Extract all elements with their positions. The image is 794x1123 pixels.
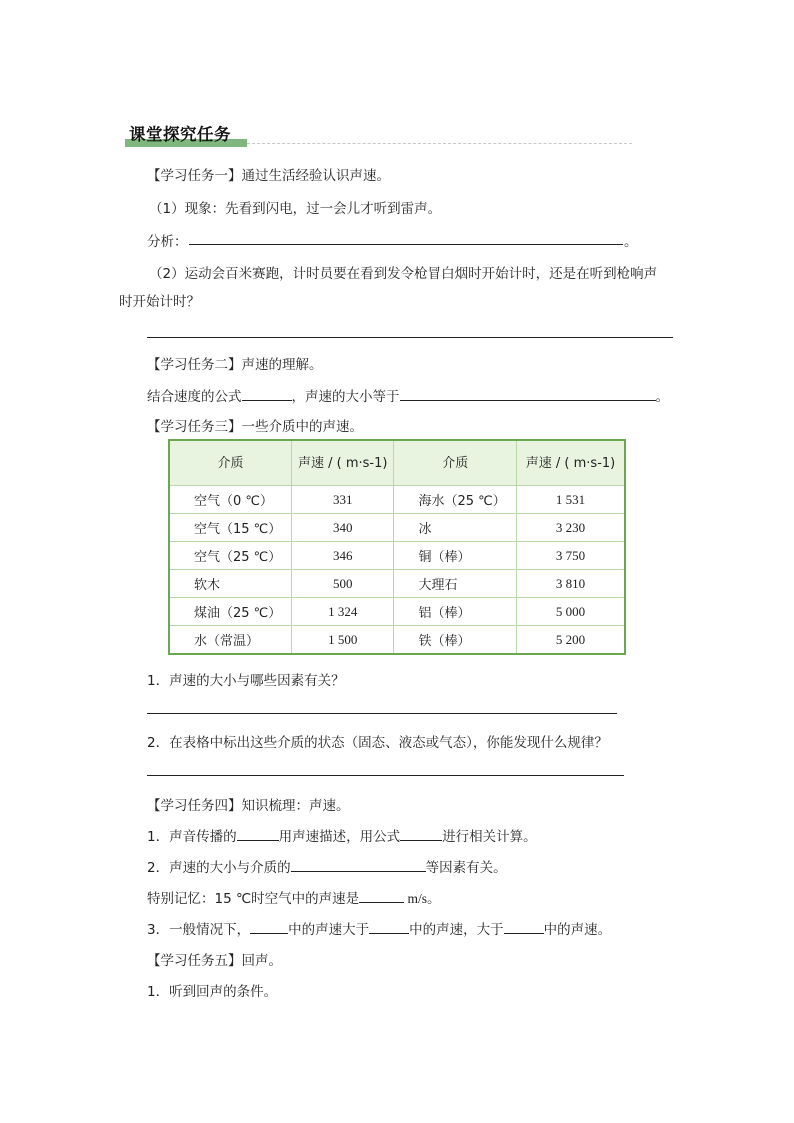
task3-question2: 2．在表格中标出这些介质的状态（固态、液态或气态），你能发现什么规律？ [147, 735, 608, 751]
task4-p2-a: 2．声速的大小与介质的 [147, 860, 291, 876]
task2-line-end: 。 [655, 389, 669, 405]
medium-blank-3[interactable] [504, 919, 544, 934]
task4-text: 知识梳理：声速。 [241, 798, 350, 814]
table-cell: 空气（25 ℃） [169, 542, 291, 570]
table-cell: 大理石 [394, 570, 517, 598]
task2-heading [147, 353, 323, 373]
task1-analysis-blank[interactable] [189, 244, 623, 245]
task4-p3-d: 中的声速。 [543, 922, 612, 938]
formula-blank[interactable] [242, 386, 292, 401]
table-cell: 铝（棒） [394, 598, 517, 626]
task5-point1: 1．听到回声的条件。 [147, 984, 278, 1000]
task4-memo-a: 特别记忆：15 ℃时空气中的声速是 [147, 891, 360, 907]
table-row [169, 598, 625, 626]
task2-label: 【学习任务二】 [147, 357, 242, 373]
header-speed-2: 声速 / ( m·s-1) [517, 440, 625, 486]
propagation-blank[interactable] [237, 826, 279, 841]
task4-memo-b: m/s。 [404, 891, 441, 906]
task4-point2 [147, 856, 507, 876]
task4-p3-b: 中的声速大于 [288, 922, 370, 938]
task3-question1: 1．声速的大小与哪些因素有关？ [147, 673, 345, 689]
task1-item1: （1）现象：先看到闪电，过一会儿才听到雷声。 [149, 201, 442, 217]
task1-analysis-end: 。 [624, 234, 638, 250]
sound-speed-table [168, 439, 626, 655]
table-header-row [169, 440, 625, 486]
header-medium-2: 介质 [394, 440, 517, 486]
header-medium-1: 介质 [169, 440, 291, 486]
task5-heading [147, 949, 282, 969]
task4-point3 [147, 918, 611, 938]
task1-text: 通过生活经验认识声速。 [241, 168, 390, 184]
table-row [169, 514, 625, 542]
medium-factors-blank[interactable] [291, 857, 426, 872]
task1-item2-line1: （2）运动会百米赛跑，计时员要在看到发令枪冒白烟时开始计时，还是在听到枪响声 [149, 266, 658, 282]
section-title: 课堂探究任务 [129, 125, 231, 144]
task3-q1-answer-blank[interactable] [147, 713, 617, 714]
table-cell: 5 200 [517, 626, 625, 655]
table-row [169, 486, 625, 514]
task2-text: 声速的理解。 [241, 357, 323, 373]
table-cell: 煤油（25 ℃） [169, 598, 291, 626]
task1-label: 【学习任务一】 [147, 168, 242, 184]
table-cell: 铁（棒） [394, 626, 517, 655]
table-row [169, 626, 625, 655]
task1-answer-blank[interactable] [147, 337, 673, 338]
task5-label: 【学习任务五】 [147, 953, 242, 969]
task4-p1-a: 1．声音传播的 [147, 829, 237, 845]
table-cell: 软木 [169, 570, 291, 598]
task3-q2-answer-blank[interactable] [147, 775, 624, 776]
table-cell: 1 531 [517, 486, 625, 514]
table-cell: 空气（15 ℃） [169, 514, 291, 542]
task4-heading [147, 794, 350, 814]
task4-p3-a: 3．一般情况下， [147, 922, 251, 938]
speed-equals-blank[interactable] [400, 386, 656, 401]
task1-item2-line2: 时开始计时？ [119, 294, 200, 310]
medium-blank-2[interactable] [369, 919, 409, 934]
task5-text: 回声。 [241, 953, 282, 969]
task3-label: 【学习任务三】 [147, 419, 242, 435]
task4-p3-c: 中的声速，大于 [409, 922, 504, 938]
task3-heading [147, 415, 363, 435]
title-dashed-rule [247, 143, 632, 144]
table-cell: 331 [291, 486, 393, 514]
task1-heading [147, 164, 390, 184]
table-cell: 340 [291, 514, 393, 542]
table-cell: 冰 [394, 514, 517, 542]
table-cell: 346 [291, 542, 393, 570]
task4-label: 【学习任务四】 [147, 798, 242, 814]
header-speed-1: 声速 / ( m·s-1) [291, 440, 393, 486]
table-cell: 1 500 [291, 626, 393, 655]
table-cell: 3 230 [517, 514, 625, 542]
task2-line-a: 结合速度的公式 [147, 389, 242, 405]
formula2-blank[interactable] [400, 826, 442, 841]
task1-analysis-label: 分析： [147, 234, 188, 250]
table-cell: 3 750 [517, 542, 625, 570]
air-speed-blank[interactable] [359, 888, 404, 903]
table-cell: 空气（0 ℃） [169, 486, 291, 514]
medium-blank-1[interactable] [250, 919, 288, 934]
table-cell: 水（常温） [169, 626, 291, 655]
task3-text: 一些介质中的声速。 [241, 419, 363, 435]
task4-p2-b: 等因素有关。 [425, 860, 507, 876]
task4-p1-b: 用声速描述，用公式 [278, 829, 401, 845]
task4-p1-c: 进行相关计算。 [442, 829, 537, 845]
task2-line [147, 385, 669, 405]
table-cell: 1 324 [291, 598, 393, 626]
table-cell: 3 810 [517, 570, 625, 598]
table-cell: 500 [291, 570, 393, 598]
task2-line-b: ，声速的大小等于 [291, 389, 400, 405]
table-cell: 铜（棒） [394, 542, 517, 570]
table-cell: 5 000 [517, 598, 625, 626]
section-title-block [125, 121, 247, 148]
table-row [169, 542, 625, 570]
task4-memo [147, 887, 441, 907]
table-cell: 海水（25 ℃） [394, 486, 517, 514]
table-row [169, 570, 625, 598]
task4-point1 [147, 825, 537, 845]
